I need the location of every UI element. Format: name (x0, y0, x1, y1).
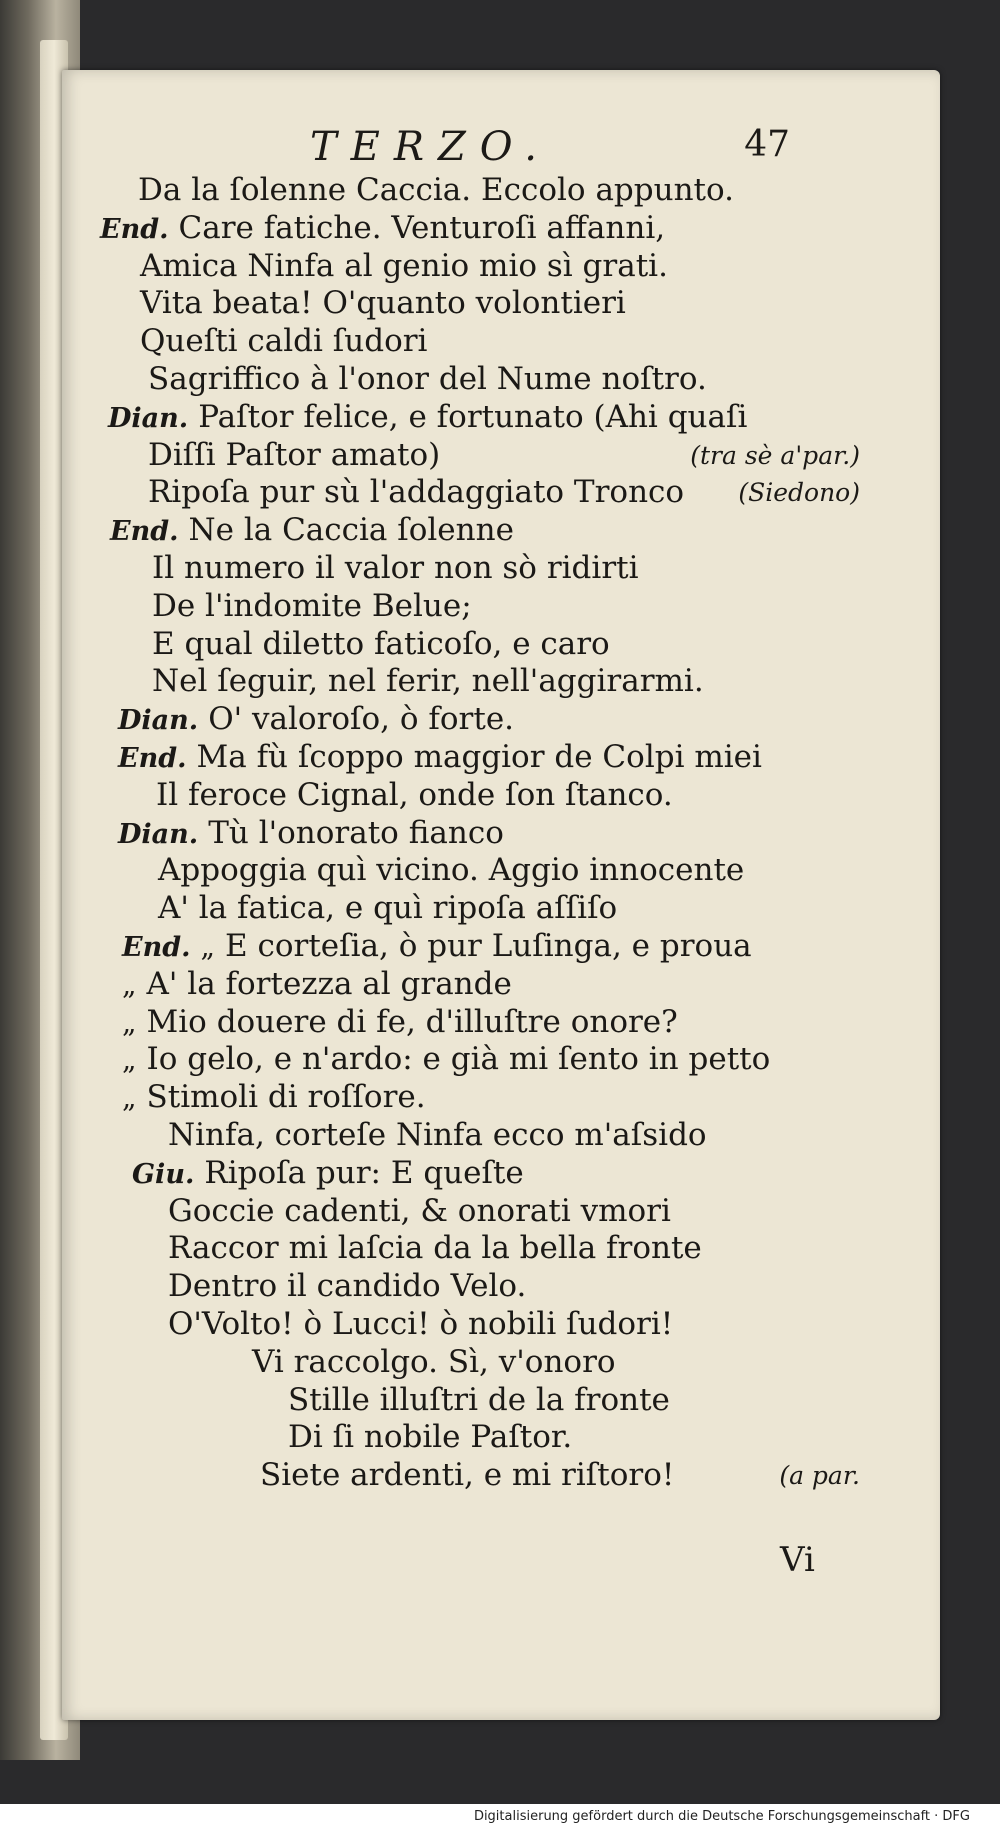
verse-text-content: Siete ardenti, e mi riſtoro! (260, 1457, 675, 1494)
verse-line (100, 474, 860, 512)
verse-line (100, 323, 860, 361)
verse-text-content: Ripoſa pur: E queſte (204, 1154, 524, 1191)
verse-line (100, 1268, 860, 1306)
verse-line (100, 1155, 860, 1193)
verse-text-content: Appoggia quì vicino. Aggio innocente (158, 852, 745, 889)
verse-line (100, 1041, 860, 1079)
catchword: Vi (780, 1540, 815, 1580)
verse-line (100, 437, 860, 475)
verse-text-content: E corteſia, ò pur Luſinga, e proua (225, 927, 752, 964)
verse-line (100, 285, 860, 323)
speaker-label: End. (118, 742, 187, 774)
verse-line (100, 361, 860, 399)
verse-text-content: Di ſi nobile Paſtor. (288, 1419, 573, 1456)
page-number: 47 (744, 124, 790, 165)
verse-line (100, 1193, 860, 1231)
verse-text-content: Amica Ninfa al genio mio sì grati. (140, 247, 668, 284)
verse-text-content: Ninfa, corteſe Ninfa ecco m'aſsido (168, 1116, 707, 1153)
stage-direction: (a par. (779, 1461, 860, 1491)
verse-text-content: Ma fù ſcoppo maggior de Colpi miei (196, 738, 762, 775)
speaker-label: Dian. (108, 402, 189, 434)
quotation-mark: „ (122, 967, 137, 1001)
verse-line (100, 739, 860, 777)
verse-text-content: E qual diletto faticoſo, e caro (152, 625, 610, 662)
verse-text-content: Sagriffico à l'onor del Nume noſtro. (148, 360, 707, 397)
speaker-label: Giu. (132, 1158, 195, 1190)
verse-text-content: Queſti caldi ſudori (140, 323, 428, 360)
verse-text-content: Vita beata! O'quanto volontieri (140, 285, 626, 322)
verse-line (100, 1079, 860, 1117)
verse-line (100, 1004, 860, 1042)
verse-text-content: Io gelo, e n'ardo: e già mi ſento in petto (146, 1041, 771, 1078)
verse-text-content: Diſſi Paſtor amato) (148, 436, 441, 473)
verse-text-content: De l'indomite Belue; (152, 587, 472, 624)
verse-text-content: Da la ſolenne Caccia. Eccolo appunto. (138, 172, 734, 208)
speaker-label: Dian. (118, 705, 199, 737)
verse-line (100, 172, 860, 210)
speaker-label: End. (100, 213, 169, 245)
speaker-label: Dian. (118, 818, 199, 850)
verse-line (100, 1117, 860, 1155)
stage-direction: (tra sè a'par.) (690, 440, 860, 470)
footer-credit: Digitalisierung gefördert durch die Deutsche Forschungsgemeinschaft · DFG (473, 1809, 970, 1824)
verse-line (100, 815, 860, 853)
verse-text-content: Goccie cadenti, & onorati vmori (168, 1192, 671, 1229)
verse-line (100, 512, 860, 550)
verse-text-content: Stimoli di roſſore. (146, 1079, 426, 1116)
stage-direction: (Siedono) (738, 478, 860, 508)
verse-text-content: A' la fatica, e quì ripoſa aſſiſo (158, 890, 618, 927)
verse-text-content: A' la fortezza al grande (146, 965, 512, 1002)
verse-line (100, 928, 860, 966)
speaker-label: End. (122, 931, 191, 963)
page-header (310, 124, 790, 174)
verse-text-content: Tù l'onorato fianco (208, 814, 504, 851)
verse-text-content: O'Volto! ò Lucci! ò nobili ſudori! (168, 1305, 674, 1342)
verse-line (100, 966, 860, 1004)
verse-line (100, 399, 860, 437)
verse-text-content: Raccor mi laſcia da la bella fronte (168, 1230, 702, 1267)
verse-line (100, 210, 860, 248)
verse-text-content: Stille illuſtri de la fronte (288, 1381, 670, 1418)
verse-text-content: Ripoſa pur sù l'addaggiato Tronco (148, 474, 685, 511)
verse-line (100, 1344, 860, 1382)
verse-line (100, 588, 860, 626)
verse-text-content: Vi raccolgo. Sì, v'onoro (252, 1343, 616, 1380)
running-head: TERZO. (310, 124, 551, 170)
verse-line (100, 777, 860, 815)
verse-text-content: Il numero il valor non sò ridirti (152, 549, 639, 586)
verse-line (100, 550, 860, 588)
verse-text-content: Il feroce Cignal, onde ſon ſtanco. (156, 776, 673, 813)
verse-line (100, 1230, 860, 1268)
verse-line (100, 1382, 860, 1420)
verse-line (100, 701, 860, 739)
quotation-mark: „ (200, 929, 216, 963)
quotation-mark: „ (122, 1043, 137, 1077)
quotation-mark: „ (122, 1081, 137, 1115)
verse-line (100, 626, 860, 664)
verse-line (100, 248, 860, 286)
verse-line (100, 1306, 860, 1344)
verse-text-content: Paſtor felice, e fortunato (Ahi quaſi (198, 398, 748, 435)
verse-text-content: Nel ſeguir, nel ferir, nell'aggirarmi. (152, 663, 704, 700)
verse-text-content: Dentro il candido Velo. (168, 1268, 527, 1305)
verse-text-content: Mio douere di fe, d'illuſtre onore? (146, 1003, 678, 1040)
verse-line (100, 890, 860, 928)
verse-line (100, 1457, 860, 1495)
verse-text-content: Care fatiche. Venturoſi affanni, (178, 209, 666, 246)
verse-text-content: O' valoroſo, ò forte. (208, 701, 515, 738)
speaker-label: End. (110, 516, 179, 548)
verse-text (100, 172, 860, 1495)
quotation-mark: „ (122, 1005, 137, 1039)
digitization-footer (0, 1804, 1000, 1828)
verse-line (100, 1419, 860, 1457)
verse-line (100, 852, 860, 890)
verse-line (100, 663, 860, 701)
verse-text-content: Ne la Caccia ſolenne (188, 512, 514, 549)
